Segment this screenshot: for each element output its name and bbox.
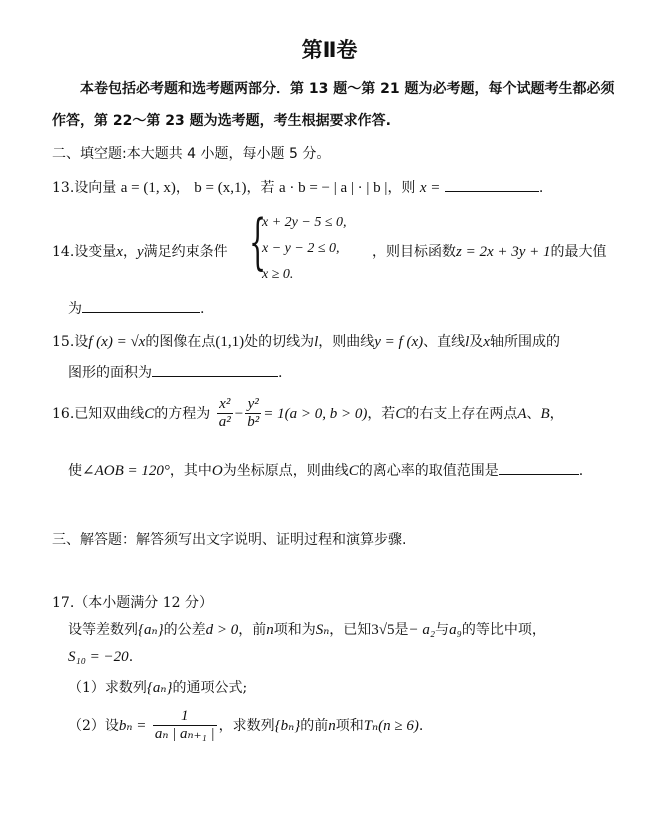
- section-3-heading: 三、解答题：解答须写出文字说明、证明过程和演算步骤.: [52, 532, 407, 548]
- q14-number: 14.: [52, 244, 75, 260]
- q16-number: 16.: [52, 405, 75, 422]
- q15-text-4: ，则曲线: [318, 334, 375, 350]
- q14-text-3: ，则目标函数: [372, 244, 456, 260]
- q16-end: .: [578, 463, 584, 479]
- q14-text-4: 的最大值: [550, 244, 607, 260]
- q14-constraint-2: x − y − 2 ≤ 0,: [262, 241, 340, 256]
- q17-s10-line: [68, 649, 133, 666]
- q13-x: x =: [419, 180, 441, 196]
- q16-rhs: = 1(a > 0, b > 0): [263, 405, 368, 422]
- q14-text-1: 设变量: [74, 244, 117, 260]
- q15-text-1: 设: [74, 334, 89, 350]
- q13-text-3: ，则: [387, 180, 416, 196]
- q17-p2b: ，求数列: [218, 717, 275, 734]
- question-13: [52, 177, 543, 197]
- q16-minus: −: [234, 405, 244, 422]
- q15-end: .: [278, 365, 283, 381]
- q17-t7: 与: [435, 622, 450, 638]
- q14-constraint-1: x + 2y − 5 ≤ 0,: [262, 215, 347, 230]
- q17-t8: 的等比中项，: [461, 622, 546, 638]
- q17-t4: 项和为: [273, 622, 316, 638]
- q15-text-3: 处的切线为: [244, 334, 315, 350]
- q17-s10: S₁₀ = −20: [68, 649, 129, 665]
- q17-t2: 的公差: [163, 622, 206, 638]
- q17-bn-fraction: [153, 708, 217, 744]
- q14-objective: z = 2x + 3y + 1: [456, 244, 551, 260]
- q17-p2c: 的前: [300, 717, 329, 734]
- q16-fx-num: x²: [217, 396, 233, 414]
- q15-curve: y = f (x): [374, 334, 424, 350]
- q16-origin-o: O: [211, 463, 223, 479]
- q13-condition: a · b = − | a | · | b |: [278, 180, 388, 196]
- q13-answer-blank[interactable]: [445, 177, 539, 192]
- q14-var-x: x: [116, 244, 123, 260]
- q16-curve-c: C: [144, 405, 155, 422]
- q13-text-1: 设向量: [74, 180, 117, 196]
- q16-point-b: B: [540, 405, 550, 422]
- q16-point-a: A: [517, 405, 527, 422]
- q16-text-3: ，若: [367, 405, 396, 422]
- q16-fy-den: b²: [247, 414, 260, 431]
- q13-vector-a: a = (1, x): [120, 180, 176, 196]
- q17-d: d > 0: [205, 622, 239, 638]
- q16-angle: ∠AOB = 120°: [82, 463, 170, 479]
- q14-text-2: 满足约束条件: [143, 244, 228, 260]
- intro-line-2: 作答，第 22～第 23 题为选考题，考生根据要求作答.: [52, 113, 391, 129]
- q17-root: 3√5: [371, 622, 395, 638]
- q15-line-l-2: l: [465, 334, 470, 350]
- q17-n: n: [266, 622, 274, 638]
- q15-function: f (x) = √x: [88, 334, 146, 350]
- q13-end: .: [538, 180, 544, 196]
- q17-t6: 是: [394, 622, 409, 638]
- q16-fraction-x: [217, 396, 233, 432]
- q14-answer-blank[interactable]: [82, 298, 200, 313]
- q17-a9: a₉: [449, 622, 462, 638]
- q17-t3: ，前: [238, 622, 267, 638]
- q14-sep: ，: [122, 244, 137, 260]
- q17-p1-seq: {aₙ}: [146, 680, 173, 696]
- q15-line-l: l: [314, 334, 319, 350]
- q15-number: 15.: [52, 334, 75, 350]
- question-14: [52, 241, 228, 261]
- q17-part-1: [68, 677, 247, 697]
- q15-point: (1,1): [215, 334, 245, 350]
- q15-line-2: [68, 362, 282, 382]
- q17-frac-den: aₙ | aₙ₊₁ |: [154, 726, 215, 743]
- q17-t1: 设等差数列: [68, 622, 138, 638]
- question-17-heading: 17.（本小题满分 12 分）: [52, 595, 213, 611]
- question-15: [52, 331, 560, 351]
- q13-sep: ，: [175, 180, 190, 196]
- q15-answer-blank[interactable]: [152, 362, 278, 377]
- q14-line-1-tail: [372, 241, 607, 261]
- q16-fx-den: a²: [218, 414, 231, 431]
- q15-line-2-text: 图形的面积为: [68, 365, 152, 381]
- q16-text-1: 已知双曲线: [74, 405, 145, 422]
- q15-text-2: 的图像在点: [145, 334, 216, 350]
- q16-l2b: ，其中: [169, 463, 212, 479]
- q17-seq-an: {aₙ}: [138, 622, 164, 638]
- q16-text-6: ，: [549, 405, 564, 422]
- q17-tn: Tₙ(n ≥ 6): [363, 717, 419, 734]
- page-title: 第Ⅱ卷: [301, 38, 358, 62]
- q17-p2e: .: [418, 717, 424, 734]
- section-2-heading: 二、填空题:本大题共 4 小题，每小题 5 分。: [52, 146, 331, 162]
- q16-fy-num: y²: [245, 396, 261, 414]
- q15-text-6: 及: [469, 334, 484, 350]
- question-17-stem: [68, 619, 546, 639]
- q14-line-2-text: 为: [68, 301, 82, 317]
- q16-text-4: 的右支上存在两点: [405, 405, 518, 422]
- q14-end: .: [200, 301, 205, 317]
- q17-part-2: [68, 708, 423, 744]
- q17-p2a: （2）设: [68, 717, 119, 734]
- q17-sn: Sₙ: [315, 622, 330, 638]
- q15-text-7: 轴所围成的: [489, 334, 560, 350]
- q14-var-y: y: [136, 244, 144, 260]
- q17-n2: n: [328, 717, 336, 734]
- q15-text-5: 、直线: [423, 334, 466, 350]
- q17-t5: ，已知: [329, 622, 372, 638]
- q14-constraint-3: x ≥ 0.: [262, 267, 294, 282]
- q17-p1b: 的通项公式;: [172, 680, 248, 696]
- q13-vector-b: b = (x,1): [194, 180, 247, 196]
- q16-l2a: 使: [68, 463, 82, 479]
- q17-frac-num: 1: [153, 708, 217, 726]
- q14-line-2: [68, 298, 204, 318]
- q16-line-2: [68, 460, 583, 480]
- q17-a2: − a₂: [408, 622, 436, 638]
- intro-line-1: 本卷包括必考题和选考题两部分．第 13 题～第 21 题为必考题，每个试题考生都必须: [80, 81, 615, 97]
- q16-answer-blank[interactable]: [499, 460, 579, 475]
- q13-number: 13.: [52, 180, 75, 196]
- q16-l2d: 的离心率的取值范围是: [358, 463, 499, 479]
- q13-text-2: ，若: [246, 180, 275, 196]
- q16-text-5: 、: [526, 405, 541, 422]
- q15-x-axis: x: [483, 334, 490, 350]
- q16-fraction-y: [245, 396, 261, 432]
- q14-system-brace: {: [249, 207, 267, 277]
- q17-s10-end: .: [128, 649, 134, 665]
- question-16: [52, 396, 564, 432]
- q16-text-2: 的方程为: [154, 405, 211, 422]
- q17-bn-def: bₙ =: [118, 717, 147, 734]
- q17-p2d: 项和: [335, 717, 364, 734]
- q16-curve-c-3: C: [348, 463, 359, 479]
- q16-l2c: 为坐标原点，则曲线: [222, 463, 349, 479]
- q16-curve-c-2: C: [395, 405, 406, 422]
- q17-p1a: （1）求数列: [68, 680, 147, 696]
- q17-bn-seq: {bₙ}: [274, 717, 301, 734]
